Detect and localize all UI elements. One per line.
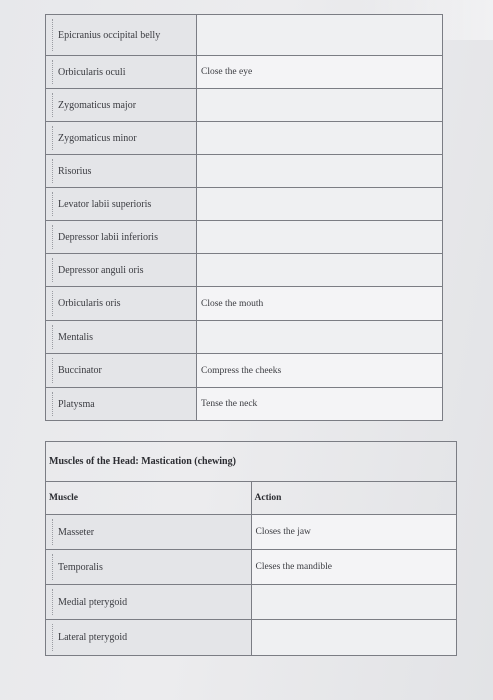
- table-title: Muscles of the Head: Mastication (chewing): [46, 442, 457, 482]
- table-row: [46, 388, 443, 421]
- table-row: [46, 89, 443, 122]
- action-cell[interactable]: [197, 89, 443, 122]
- action-cell[interactable]: Compress the cheeks: [197, 354, 443, 388]
- muscle-name: Masseter: [46, 515, 252, 550]
- table-row: [46, 122, 443, 155]
- column-header-muscle: Muscle: [46, 482, 252, 515]
- action-cell[interactable]: [197, 254, 443, 287]
- muscle-name: Depressor anguli oris: [46, 254, 197, 287]
- action-cell[interactable]: Cleses the mandible: [251, 550, 457, 585]
- muscle-name: Orbicularis oris: [46, 287, 197, 321]
- table-row: [46, 254, 443, 287]
- action-cell[interactable]: [197, 221, 443, 254]
- table-row: [46, 515, 457, 550]
- table-header-row: [46, 482, 457, 515]
- muscle-name: Depressor labii inferioris: [46, 221, 197, 254]
- table-row: [46, 287, 443, 321]
- muscle-name: Zygomaticus major: [46, 89, 197, 122]
- muscle-name: Risorius: [46, 155, 197, 188]
- action-cell[interactable]: [197, 15, 443, 56]
- table-row: [46, 585, 457, 620]
- muscle-name: Platysma: [46, 388, 197, 421]
- table-row: [46, 354, 443, 388]
- muscle-name: Epicranius occipital belly: [46, 15, 197, 56]
- table-row: [46, 56, 443, 89]
- table-title-row: [46, 442, 457, 482]
- action-cell[interactable]: Tense the neck: [197, 388, 443, 421]
- column-header-action: Action: [251, 482, 457, 515]
- table-row: [46, 221, 443, 254]
- muscle-name: Levator labii superioris: [46, 188, 197, 221]
- action-cell[interactable]: [197, 188, 443, 221]
- facial-expression-table: [45, 14, 443, 421]
- action-cell[interactable]: [197, 155, 443, 188]
- action-cell[interactable]: Close the mouth: [197, 287, 443, 321]
- muscle-name: Orbicularis oculi: [46, 56, 197, 89]
- table-row: [46, 620, 457, 656]
- table-row: [46, 15, 443, 56]
- action-cell[interactable]: Closes the jaw: [251, 515, 457, 550]
- action-cell[interactable]: Close the eye: [197, 56, 443, 89]
- action-cell[interactable]: [251, 620, 457, 656]
- muscle-name: Temporalis: [46, 550, 252, 585]
- table-row: [46, 550, 457, 585]
- mastication-table: [45, 441, 457, 656]
- muscle-name: Medial pterygoid: [46, 585, 252, 620]
- table-row: [46, 188, 443, 221]
- muscle-name: Mentalis: [46, 321, 197, 354]
- table-row: [46, 155, 443, 188]
- muscle-name: Lateral pterygoid: [46, 620, 252, 656]
- muscle-name: Zygomaticus minor: [46, 122, 197, 155]
- table-row: [46, 321, 443, 354]
- muscle-name: Buccinator: [46, 354, 197, 388]
- action-cell[interactable]: [251, 585, 457, 620]
- action-cell[interactable]: [197, 321, 443, 354]
- action-cell[interactable]: [197, 122, 443, 155]
